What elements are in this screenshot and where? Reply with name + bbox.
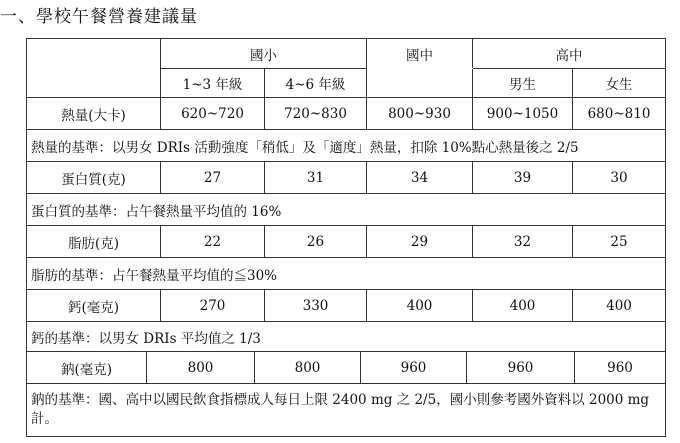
table-cell: 31 bbox=[265, 162, 367, 193]
table-cell: 26 bbox=[265, 226, 367, 257]
header-blank-cell bbox=[27, 39, 161, 97]
table-cell: 39 bbox=[473, 162, 573, 193]
table-cell: 800 bbox=[255, 352, 361, 383]
row-label: 鈣(毫克) bbox=[27, 290, 161, 321]
table-cell: 27 bbox=[161, 162, 265, 193]
table-cell: 330 bbox=[265, 290, 367, 321]
header-elementary: 國小 bbox=[161, 39, 367, 68]
table-cell: 720~830 bbox=[265, 98, 367, 129]
table-cell: 400 bbox=[606, 297, 632, 314]
calories-note: 熱量的基準：以男女 DRIs 活動強度「稍低」及「適度」熱量，扣除 10%點心熱量後之 2/5 bbox=[31, 139, 579, 156]
table-cell: 620~720 bbox=[161, 98, 265, 129]
table-cell: 30 bbox=[610, 169, 628, 186]
row-label: 蛋白質(克) bbox=[27, 162, 161, 193]
header-senior-high: 高中 bbox=[555, 47, 583, 64]
table-cell: 960 bbox=[607, 359, 633, 376]
header-junior-high: 國中 bbox=[367, 39, 473, 68]
table-row-protein bbox=[27, 162, 665, 194]
fat-note: 脂肪的基準：占午餐熱量平均值的≦30% bbox=[31, 267, 278, 284]
table-cell: 960 bbox=[361, 352, 467, 383]
header-male: 男生 bbox=[473, 69, 573, 97]
row-label: 熱量(大卡) bbox=[27, 98, 161, 129]
table-cell: 400 bbox=[473, 290, 573, 321]
table-cell: 680~810 bbox=[587, 105, 651, 122]
table-cell: 22 bbox=[161, 226, 265, 257]
table-cell: 34 bbox=[367, 162, 473, 193]
table-row-calories bbox=[27, 98, 665, 130]
table-row-calories-note bbox=[27, 130, 665, 162]
protein-note: 蛋白質的基準：占午餐熱量平均值的 16% bbox=[31, 203, 282, 220]
row-label: 脂肪(克) bbox=[27, 226, 161, 257]
table-cell: 29 bbox=[367, 226, 473, 257]
sodium-note: 鈉的基準：國、高中以國民飲食指標成人每日上限 2400 mg 之 2/5，國小則參考國外資料以 2000 mg 計。 bbox=[31, 392, 650, 427]
table-cell: 32 bbox=[473, 226, 573, 257]
header-junior-blank bbox=[367, 69, 473, 97]
table-header bbox=[27, 39, 665, 98]
table-cell: 900~1050 bbox=[473, 98, 573, 129]
header-grade-1-3: 1~3 年級 bbox=[161, 69, 265, 97]
table-row-calcium bbox=[27, 290, 665, 322]
header-grade-4-6: 4~6 年級 bbox=[265, 69, 367, 97]
table-row-sodium bbox=[27, 352, 665, 384]
calcium-note: 鈣的基準：以男女 DRIs 平均值之 1/3 bbox=[31, 330, 261, 347]
section-title: 一、學校午餐營養建議量 bbox=[0, 7, 198, 27]
table-row-calcium-note bbox=[27, 322, 665, 352]
table-row-fat bbox=[27, 226, 665, 258]
table-cell: 25 bbox=[610, 233, 628, 250]
table-row-protein-note bbox=[27, 194, 665, 226]
row-label: 鈉(毫克) bbox=[27, 352, 147, 383]
table-cell: 400 bbox=[367, 290, 473, 321]
table-cell: 270 bbox=[161, 290, 265, 321]
nutrition-table bbox=[26, 38, 666, 437]
table-cell: 960 bbox=[467, 352, 575, 383]
table-cell: 800~930 bbox=[367, 98, 473, 129]
header-female: 女生 bbox=[605, 77, 633, 93]
table-cell: 800 bbox=[147, 352, 255, 383]
table-row-fat-note bbox=[27, 258, 665, 290]
table-row-sodium-note bbox=[27, 384, 665, 436]
